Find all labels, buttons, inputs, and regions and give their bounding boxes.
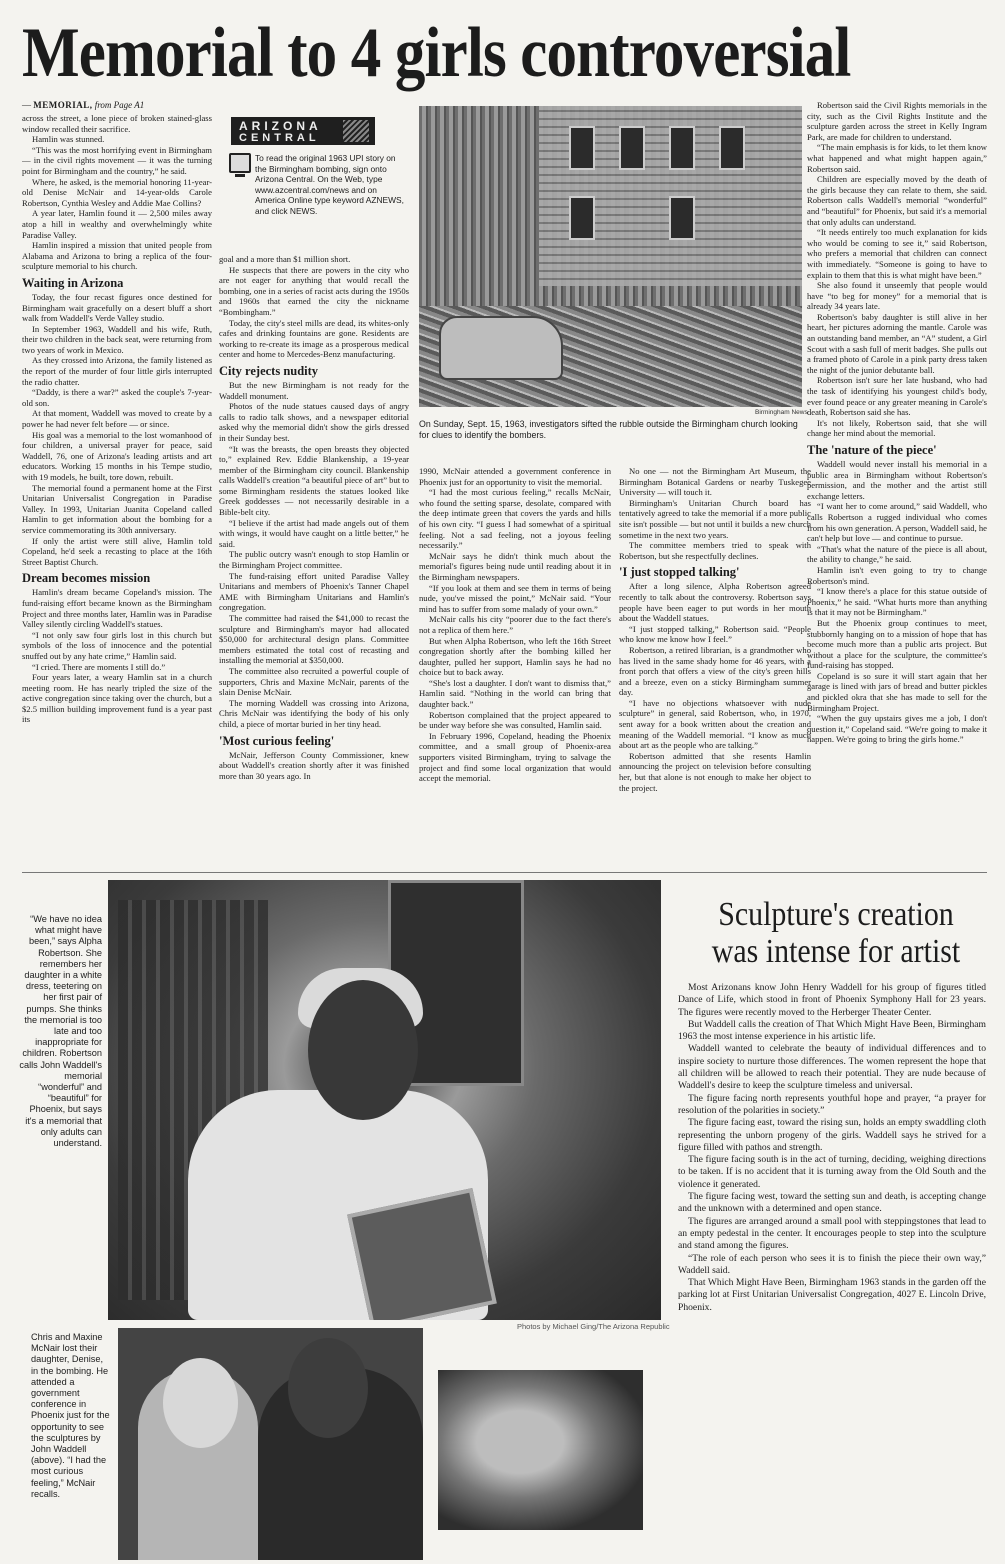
pull-quote-robertson: “We have no idea what might have been,” says Alpha Robertson. She remembers her daughter in a white dress, teetering on her first pair of pumps. She thinks the memorial is too late and too inappropriate for children. Robertson calls John Waddell's memorial “wonderful” and “beautiful” for Phoenix, but says it's a memorial that only adults can understand. — [19, 914, 102, 1149]
paragraph: Waddell wanted to celebrate the beauty of individual differences and to inspire society to nurture those differences. The women represent the hope that all children will be allowed to reach their potential. They are nude because of Waddell's desire to keep the sculpture timeless and universal. — [678, 1043, 986, 1092]
window — [619, 126, 645, 170]
paragraph: “If you look at them and see them in terms of being nude, you've missed the point,” McNair said. “Your mind has to suffer from some malady of your own.” — [419, 582, 611, 614]
paragraph: “The main emphasis is for kids, to let them know what happened and what might happen again,” Robertson said. — [807, 142, 987, 174]
paragraph: But Waddell calls the creation of That Which Might Have Been, Birmingham 1963 the most intense experience in his artistic life. — [678, 1018, 986, 1043]
paragraph: “I cried. There are moments I still do.” — [32, 661, 166, 672]
face — [308, 980, 418, 1120]
paragraph: Robertson admitted that she resents Hamlin announcing the project on television before consulting her, but that alone is not enough to make her object to the project. — [619, 750, 811, 793]
paragraph: Most Arizonans know John Henry Waddell for his group of figures titled Dance of Life, which stood in front of Phoenix Symphony Hall for 23 years. The figures were recently moved to the Herberger Theater Center. — [678, 982, 986, 1018]
paragraph: It's not likely, Robertson said, that she will change her mind about the memorial. — [807, 417, 987, 439]
subhead-dream: Dream becomes mission — [22, 571, 151, 586]
paragraph: The morning Waddell was crossing into Arizona, Chris McNair was identifying the body of his only child, a piece of mortar buried in her tiny head. — [219, 697, 409, 729]
paragraph: “She's lost a daughter. I don't want to dismiss that,” Hamlin said. “Nothing in the world can bring that daughter back.” — [419, 677, 611, 710]
paragraph: If only the artist were still alive, Hamlin told Copeland, he'd seek a recasting to place at the 16th Street Baptist Church. — [22, 535, 212, 567]
pull-quote-mcnair: Chris and Maxine McNair lost their daughter, Denise, in the bombing. He attended a government conference in Phoenix just for the opportunity to see the sculptures by John Waddell (above). “I had the most curious feeling,” McNair recalls. — [31, 1332, 110, 1499]
paragraph: Robertson isn't sure her late husband, who had the task of identifying his youngest child's body, ever found peace or any greater meaning in Carole's death, Robertson said she has. — [807, 375, 987, 418]
paragraph: “The role of each person who sees it is to finish the piece their own way,” Waddell said. — [678, 1252, 986, 1276]
azcentral-text: To read the original 1963 UPI story on the Birmingham bombing, sign onto Arizona Central. On the Web, type www.azcentral.com/news and on America Online type keyword AZNEWS, and click NEWS. — [255, 153, 404, 216]
paragraph: Four years later, a weary Hamlin sat in a church meeting room. He has nearly tripled the size of the active congregation since taking over the church, but a $2.5 million building improvement fund is a year past its — [22, 672, 212, 725]
paragraph: “It needs entirely too much explanation for kids who would be coming to see it,” said Robertson, who prefers a memorial that children can connect with immediately. “Someone is going to have to explain to them that this is what might have been.” — [807, 227, 987, 280]
paragraph: McNair calls his city “poorer due to the fact there's not a replica of them here.” — [419, 614, 611, 635]
paragraph: She also found it unseemly that people would have “to beg for money” for a memorial that is already 34 years late. — [807, 280, 987, 312]
paragraph: Today, the city's steel mills are dead, its whites-only cafes and drinking fountains are gone. Residents are working to re-create its image as a prosperous medical center and home to Mercedes-Benz manufacturing. — [219, 317, 409, 360]
article-column-2 — [219, 254, 409, 865]
paragraph: across the street, a lone piece of broken stained-glass window recalled their sacrifice. — [22, 113, 212, 134]
paragraph: 1990, McNair attended a government conference in Phoenix just for an opportunity to visit the memorial. — [419, 466, 611, 487]
computer-icon — [229, 153, 251, 173]
sidebar-title: Sculpture's creation was intense for artist — [711, 896, 961, 970]
paragraph: Photos of the nude statues caused days of angry calls to radio talk shows, and a newspaper editorial asked why the memorial didn't show the girls dressed in their Sunday best. — [219, 401, 409, 443]
subhead-waiting: Waiting in Arizona — [22, 275, 124, 290]
damaged-car — [439, 316, 563, 380]
subhead-nature: The 'nature of the piece' — [807, 443, 937, 457]
paragraph: “I know there's a place for this statue outside of Phoenix,” he said. “What hurts more than anything is that it may not be Birmingham.” — [807, 586, 987, 618]
paragraph: McNair, Jefferson County Commissioner, knew about Waddell's creation shortly after it was finished more than 30 years ago. In — [219, 749, 409, 781]
paragraph: goal and a more than $1 million short. — [219, 254, 351, 264]
paragraph: In February 1996, Copeland, heading the Phoenix committee, and a small group of Phoenix-area supporters visited Birmingham, trying to salvage the project and find some local organization that would accept the memorial. — [419, 730, 611, 784]
photo-credit: Photos by Michael Ging/The Arizona Republic — [517, 1322, 670, 1331]
bombing-scene-photo — [419, 106, 802, 407]
paragraph: “That's what the nature of the piece is all about, the ability to change,” he said. — [807, 543, 987, 565]
paragraph: The figure facing west, toward the setting sun and death, is accepting change and the unknown with a determined and open stance. — [678, 1191, 986, 1215]
article-column-3 — [419, 466, 611, 866]
jump-from: from Page A1 — [94, 100, 145, 110]
paragraph: He suspects that there are powers in the city who are not eager for anything that would recall the bombing, one in a series of racist acts during the 1950s and 1960s that earned the city the nickname “Bombingham.” — [219, 264, 409, 317]
alpha-robertson-photo — [108, 880, 661, 1320]
paragraph: “I had the most curious feeling,” recalls McNair, who found the setting sparse, desolate, compared with the deep intimate green that covers the yards and hills of his own city. “I guess I had somewhat of a spiritual feeling. Not a sad feeling, not a joyous feeling necessarily.” — [419, 487, 611, 551]
paragraph: The committee had raised the $41,000 to recast the sculpture and Birmingham's mayor had allocated $50,000 for architectural design plans. Committee members estimated the total cost of recasting and installing the memorial at $350,000. — [219, 613, 409, 666]
paragraph: “I just stopped talking,” Robertson said. “People who know me know how I feel.” — [619, 623, 811, 645]
paragraph: But the new Birmingham is not ready for the Waddell monument. — [219, 379, 409, 401]
paragraph: The committee also recruited a powerful couple of supporters, Chris and Maxine McNair, parents of the slain Denise McNair. — [219, 665, 409, 698]
window — [569, 196, 595, 240]
paragraph: “Daddy, is there a war?” asked the couple's 7-year-old son. — [22, 387, 212, 408]
paragraph: In September 1963, Waddell and his wife, Ruth, their two children in the back seat, were returning from two years of work in Mexico. — [22, 323, 212, 355]
logo-swatch — [343, 120, 369, 142]
paragraph: “I have no objections whatsoever with nude sculpture” in general, said Robertson, who, in 1970, sent away for a book written about the creation and meaning of the Waddell memorial. “I know as much about art as the people who are talking.” — [619, 697, 811, 751]
paragraph: Robertson, a retired librarian, is a grandmother who has lived in the same shady home for 46 years, with a front porch that offers a view of the city's green hills and a breeze, even on a sticky Birmingham summer day. — [619, 644, 811, 698]
chris-head — [288, 1338, 368, 1438]
paragraph: Birmingham's Unitarian Church board has tentatively agreed to take the memorial if a more public site isn't possible — but not until it builds a new church sometime in the next two years. — [619, 497, 811, 540]
paragraph: Children are especially moved by the death of the girls because they can relate to them, she said. Robertson calls Waddell's memorial “wonderful” and “beautiful” for Phoenix, but said it's a memorial that only adults can understand. — [807, 174, 987, 227]
logo-line-2: CENTRAL — [239, 132, 320, 144]
article-column-4 — [619, 466, 811, 866]
jump-line: — MEMORIAL, from Page A1 — [22, 100, 145, 110]
paragraph: That Which Might Have Been, Birmingham 1963 stands in the garden off the parking lot at First Unitarian Universalist Congregation, 4027 E. Lincoln Drive, Phoenix. — [678, 1277, 986, 1313]
logo-line-1: ARIZONA — [239, 119, 322, 133]
paragraph: The memorial found a permanent home at the First Unitarian Universalist Congregation in Paradise Valley. In 1993, Unitarian Juanita Copeland called Hamlin to get information about the bombing for a service commemorating its 30th anniversary. — [22, 482, 212, 535]
window — [569, 126, 595, 170]
paragraph: The committee members tried to speak with Robertson, but she respectfully declines. — [619, 540, 811, 561]
paragraph: Where, he asked, is the memorial honoring 11-year-old Denise McNair and 14-year-olds Carole Robertson, Cynthia Wesley and Addie Mae Collins? — [22, 176, 212, 208]
paragraph: His goal was a memorial to the lost womanhood of four children, a universal prayer for peace, said Waddell, 76, one of Arizona's leading artists and art educators. Working 15 months in his Tempe studio, with 19 models, he built, tore down, rebuilt. — [22, 429, 212, 482]
paragraph: “I not only saw four girls lost in this church but symbols of the loss of innocence and the potential snuffed out by any hate crime,” Hamlin said. — [22, 629, 212, 661]
article-column-5 — [807, 100, 987, 865]
paragraph: Hamlin inspired a mission that united people from Alabama and Arizona to bring a replica of the four-sculpture memorial to his church. — [22, 240, 212, 272]
window — [719, 126, 745, 170]
paragraph: The figure facing east, toward the rising sun, holds an empty swaddling cloth representing the unborn progeny of the girls. Waddell says he strived for a figure filled with pathos and strength. — [678, 1117, 986, 1153]
paragraph: After a long silence, Alpha Robertson agreed recently to talk about the controversy. Robertson says people have been eager to put words in her mouth about the Waddell statues. — [619, 581, 811, 624]
paragraph: Copeland is so sure it will start again that her garage is lined with jars of bread and butter pickles and pickled okra that she has made to sell for the Birmingham Project. — [807, 670, 987, 713]
paragraph: The figure facing south is in the act of turning, deciding, weighing directions to be taken. If is no accident that it is turning away from the Old South and the violence it generated. — [678, 1154, 986, 1190]
paragraph: Today, the four recast figures once destined for Birmingham wait gracefully on a desert bluff a short walk from Waddell's Verde Valley studio. — [22, 291, 212, 324]
paragraph: “This was the most horrifying event in Birmingham — in the civil rights movement — it was the turning point for Birmingham and the country,” he said. — [22, 144, 212, 176]
paragraph: Hamlin was stunned. — [32, 134, 105, 145]
photo-caption: On Sunday, Sept. 15, 1963, investigators sifted the rubble outside the Birmingham church looking for clues to identify the bombers. — [419, 419, 798, 440]
subhead-stopped: 'I just stopped talking' — [619, 565, 740, 580]
john-waddell-photo — [438, 1370, 643, 1530]
paragraph: At that moment, Waddell was moved to create by a power he had never felt before — or since. — [22, 408, 212, 430]
paragraph: Robertson said the Civil Rights memorials in the city, such as the Civil Rights Institute and the sculpture garden across the street in Kelly Ingram Park, are made for children to understand. — [807, 100, 987, 142]
paragraph: Waddell would never install his memorial in a public area in Birmingham without Robertson's permission, and the mother and the artist still exchange letters. — [807, 459, 987, 501]
paragraph: A year later, Hamlin found it — 2,500 miles away atop a hill in wealthy and overwhelmingly white Paradise Valley. — [22, 208, 212, 240]
maxine-head — [163, 1358, 238, 1448]
photo-credit: Birmingham News — [755, 409, 808, 416]
paragraph: Robertson complained that the project appeared to be under way before she was consulted, Hamlin said. — [419, 709, 611, 731]
section-divider — [22, 872, 987, 873]
paragraph: McNair says he didn't think much about the memorial's figures being nude until reading about it in the Birmingham newspapers. — [419, 550, 611, 582]
mcnair-couple-photo — [118, 1328, 423, 1560]
headline: Memorial to 4 girls controversial — [22, 14, 851, 92]
sidebar-body — [678, 982, 986, 1314]
paragraph: As they crossed into Arizona, the family listened as the report of the murder of four little girls interrupted the radio chatter. — [22, 355, 212, 387]
azcentral-logo — [231, 117, 375, 145]
article-column-1 — [22, 113, 212, 865]
paragraph: No one — not the Birmingham Art Museum, the Birmingham Botanical Gardens or nearby Tuskegee University — will touch it. — [619, 466, 811, 498]
paragraph: The fund-raising effort united Paradise Valley Unitarians and members of Phoenix's Tanner Chapel AME with Birmingham Unitarians and Hamlin's congregation. — [219, 570, 409, 613]
paragraph: “I believe if the artist had made angels out of them with wings, it would have caught on a little better,” he said. — [219, 517, 409, 549]
subhead-curious: 'Most curious feeling' — [219, 733, 335, 748]
paragraph: “I want her to come around,” said Waddell, who calls Robertson a rugged individual who comes from his own generation. A person, Waddell said, he can't help but love — and continue to pursue. — [807, 501, 987, 544]
subhead-nudity: City rejects nudity — [219, 363, 319, 378]
window — [669, 126, 695, 170]
paragraph: Robertson's baby daughter is still alive in her heart, her pictures adorning the mantle. Carole was an outstanding band member, an “A” student, a Girl Scout with a sash full of merit badges. She pulls out a framed photo of Carole in a pink party dress taken the night of the junior debutante ball. — [807, 311, 987, 375]
paragraph: “When the guy upstairs gives me a job, I don't question it,” Copeland said. “We're going to make it happen. We're going to bring the girls home.” — [807, 713, 987, 745]
paragraph: “It was the breasts, the open breasts they objected to,” explained Rev. Eddie Blankenship, a 19-year member of the Birmingham city council. Blankenship calls Waddell's creation “a beautiful piece of art” but to some Birmingham residents the statues looked like Greek goddesses — not necessarily desirable in a Bible-belt city. — [219, 443, 409, 518]
jump-label: MEMORIAL, — [33, 100, 93, 110]
window — [669, 196, 695, 240]
paragraph: Hamlin's dream became Copeland's mission. The fund-raising effort became known as the Birmingham Project and three months later, Hamlin was in Paradise Valley silently circling Waddell's statues. — [22, 587, 212, 630]
paragraph: But the Phoenix group continues to meet, stubbornly hanging on to a mission of hope that has become much more than a public arts project. But without a place for the sculpture, the committee's fund-raising has stopped. — [807, 617, 987, 671]
paragraph: Hamlin isn't even going to try to change Robertson's mind. — [807, 564, 987, 586]
paragraph: The figure facing north represents youthful hope and prayer, “a prayer for resolution of the polarities in society.” — [678, 1092, 986, 1116]
paragraph: The figures are arranged around a small pool with steppingstones that lead to an empty pedestal in the center. It encourages people to step into the sculpture and stand among the figures. — [678, 1215, 986, 1252]
azcentral-box — [219, 113, 409, 245]
paragraph: The public outcry wasn't enough to stop Hamlin or the Birmingham Project committee. — [219, 549, 409, 571]
paragraph: But when Alpha Robertson, who left the 16th Street congregation shortly after the bombing killed her daughter, pulled her support, Hamlin says he had no choice but to back away. — [419, 635, 611, 678]
